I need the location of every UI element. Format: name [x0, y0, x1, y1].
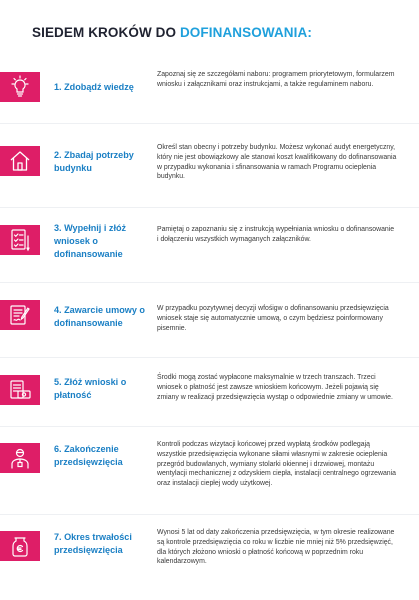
step-2-description: Określ stan obecny i potrzeby budynku. Możesz wykonać audyt energetyczny, który nie jest obowiązkowy ale stanowi koszt kwalifikowany do dofinansowania w przypadku wykonania i sfinansowania w ramach Programu ocieplenia budynku.	[157, 144, 397, 181]
step-7-label: 7. Okres trwałości przedsięwzięcia	[54, 532, 132, 555]
step-3-label: 3. Wypełnij i złóż wniosek o dofinansowanie	[54, 223, 127, 259]
title-part-dark: SIEDEM KROKÓW DO	[32, 25, 180, 40]
divider	[0, 357, 419, 358]
step-2-label: 2. Zbadaj potrzeby budynku	[54, 150, 134, 173]
divider	[0, 282, 419, 283]
inspector-icon	[8, 446, 32, 470]
step-3-icon-box	[0, 225, 40, 255]
lightbulb-icon	[8, 75, 32, 99]
step-5-description: Środki mogą zostać wypłacone maksymalnie w trzech transzach. Trzeci wniosek o płatność jest zawsze wnioskiem końcowym. Jeżeli pojawią się zmiany w realizacji przedsięwzięcia wystąp o odpowiednie zmiany w umowie.	[157, 374, 393, 401]
step-6-label: 6. Zakończenie przedsięwzięcia	[54, 444, 123, 467]
step-4-label: 4. Zawarcie umowy o dofinansowanie	[54, 305, 145, 328]
step-3-description: Pamiętaj o zapoznaniu się z instrukcją wypełniania wniosku o dofinansowanie i dołączeniu wszystkich wymaganych załączników.	[157, 226, 395, 243]
step-4-description: W przypadku pozytywnej decyzji wfośigw o dofinansowaniu przedsięwzięcia wniosek staje się automatycznie umową, o czym będziesz poinformowany pisemnie.	[157, 305, 389, 332]
house-icon	[8, 149, 32, 173]
step-5-label: 5. Złóż wnioski o płatność	[54, 377, 127, 400]
step-6-description: Kontroli podczas wizytacji końcowej przed wypłatą środków podlegają wszystkie przedsięwzięcia wykonane siłami własnymi w zakresie ocieplenia przegród budowlanych, wymiany stolarki okiennej i drzwiowej, montażu wentylacji mechanicznej z odzyskiem ciepła, instalacji centralnego ogrzewania oraz instalacji ciepłej wody użytkowej.	[157, 441, 396, 488]
contract-icon	[8, 303, 32, 327]
step-6-icon-box	[0, 443, 40, 473]
checklist-icon	[8, 228, 32, 252]
step-5-icon-box	[0, 375, 40, 405]
step-7-description: Wynosi 5 lat od daty zakończenia przedsięwzięcia, w tym okresie realizowane są kontrole przedsięwzięcia co roku w liczbie nie mniej niż 5% przedsięwzięć, dla których złożono wnioski o płatność końcową w poprzednim roku kalendarzowym.	[157, 529, 395, 566]
payment-document-icon	[8, 378, 32, 402]
step-4-icon-box	[0, 300, 40, 330]
page-title	[32, 25, 312, 40]
step-7-icon-box	[0, 531, 40, 561]
divider	[0, 207, 419, 208]
title-part-blue: DOFINANSOWANIA:	[179, 25, 312, 40]
divider	[0, 426, 419, 427]
divider	[0, 514, 419, 515]
euro-jar-icon	[8, 534, 32, 558]
divider	[0, 123, 419, 124]
step-1-icon-box	[0, 72, 40, 102]
step-1-label: 1. Zdobądź wiedzę	[54, 82, 134, 92]
step-1-description: Zapoznaj się ze szczegółami naboru: programem priorytetowym, formularzem wniosku i załącznikami oraz instrukcjami, a także regulaminem naboru.	[157, 71, 395, 88]
step-2-icon-box	[0, 146, 40, 176]
